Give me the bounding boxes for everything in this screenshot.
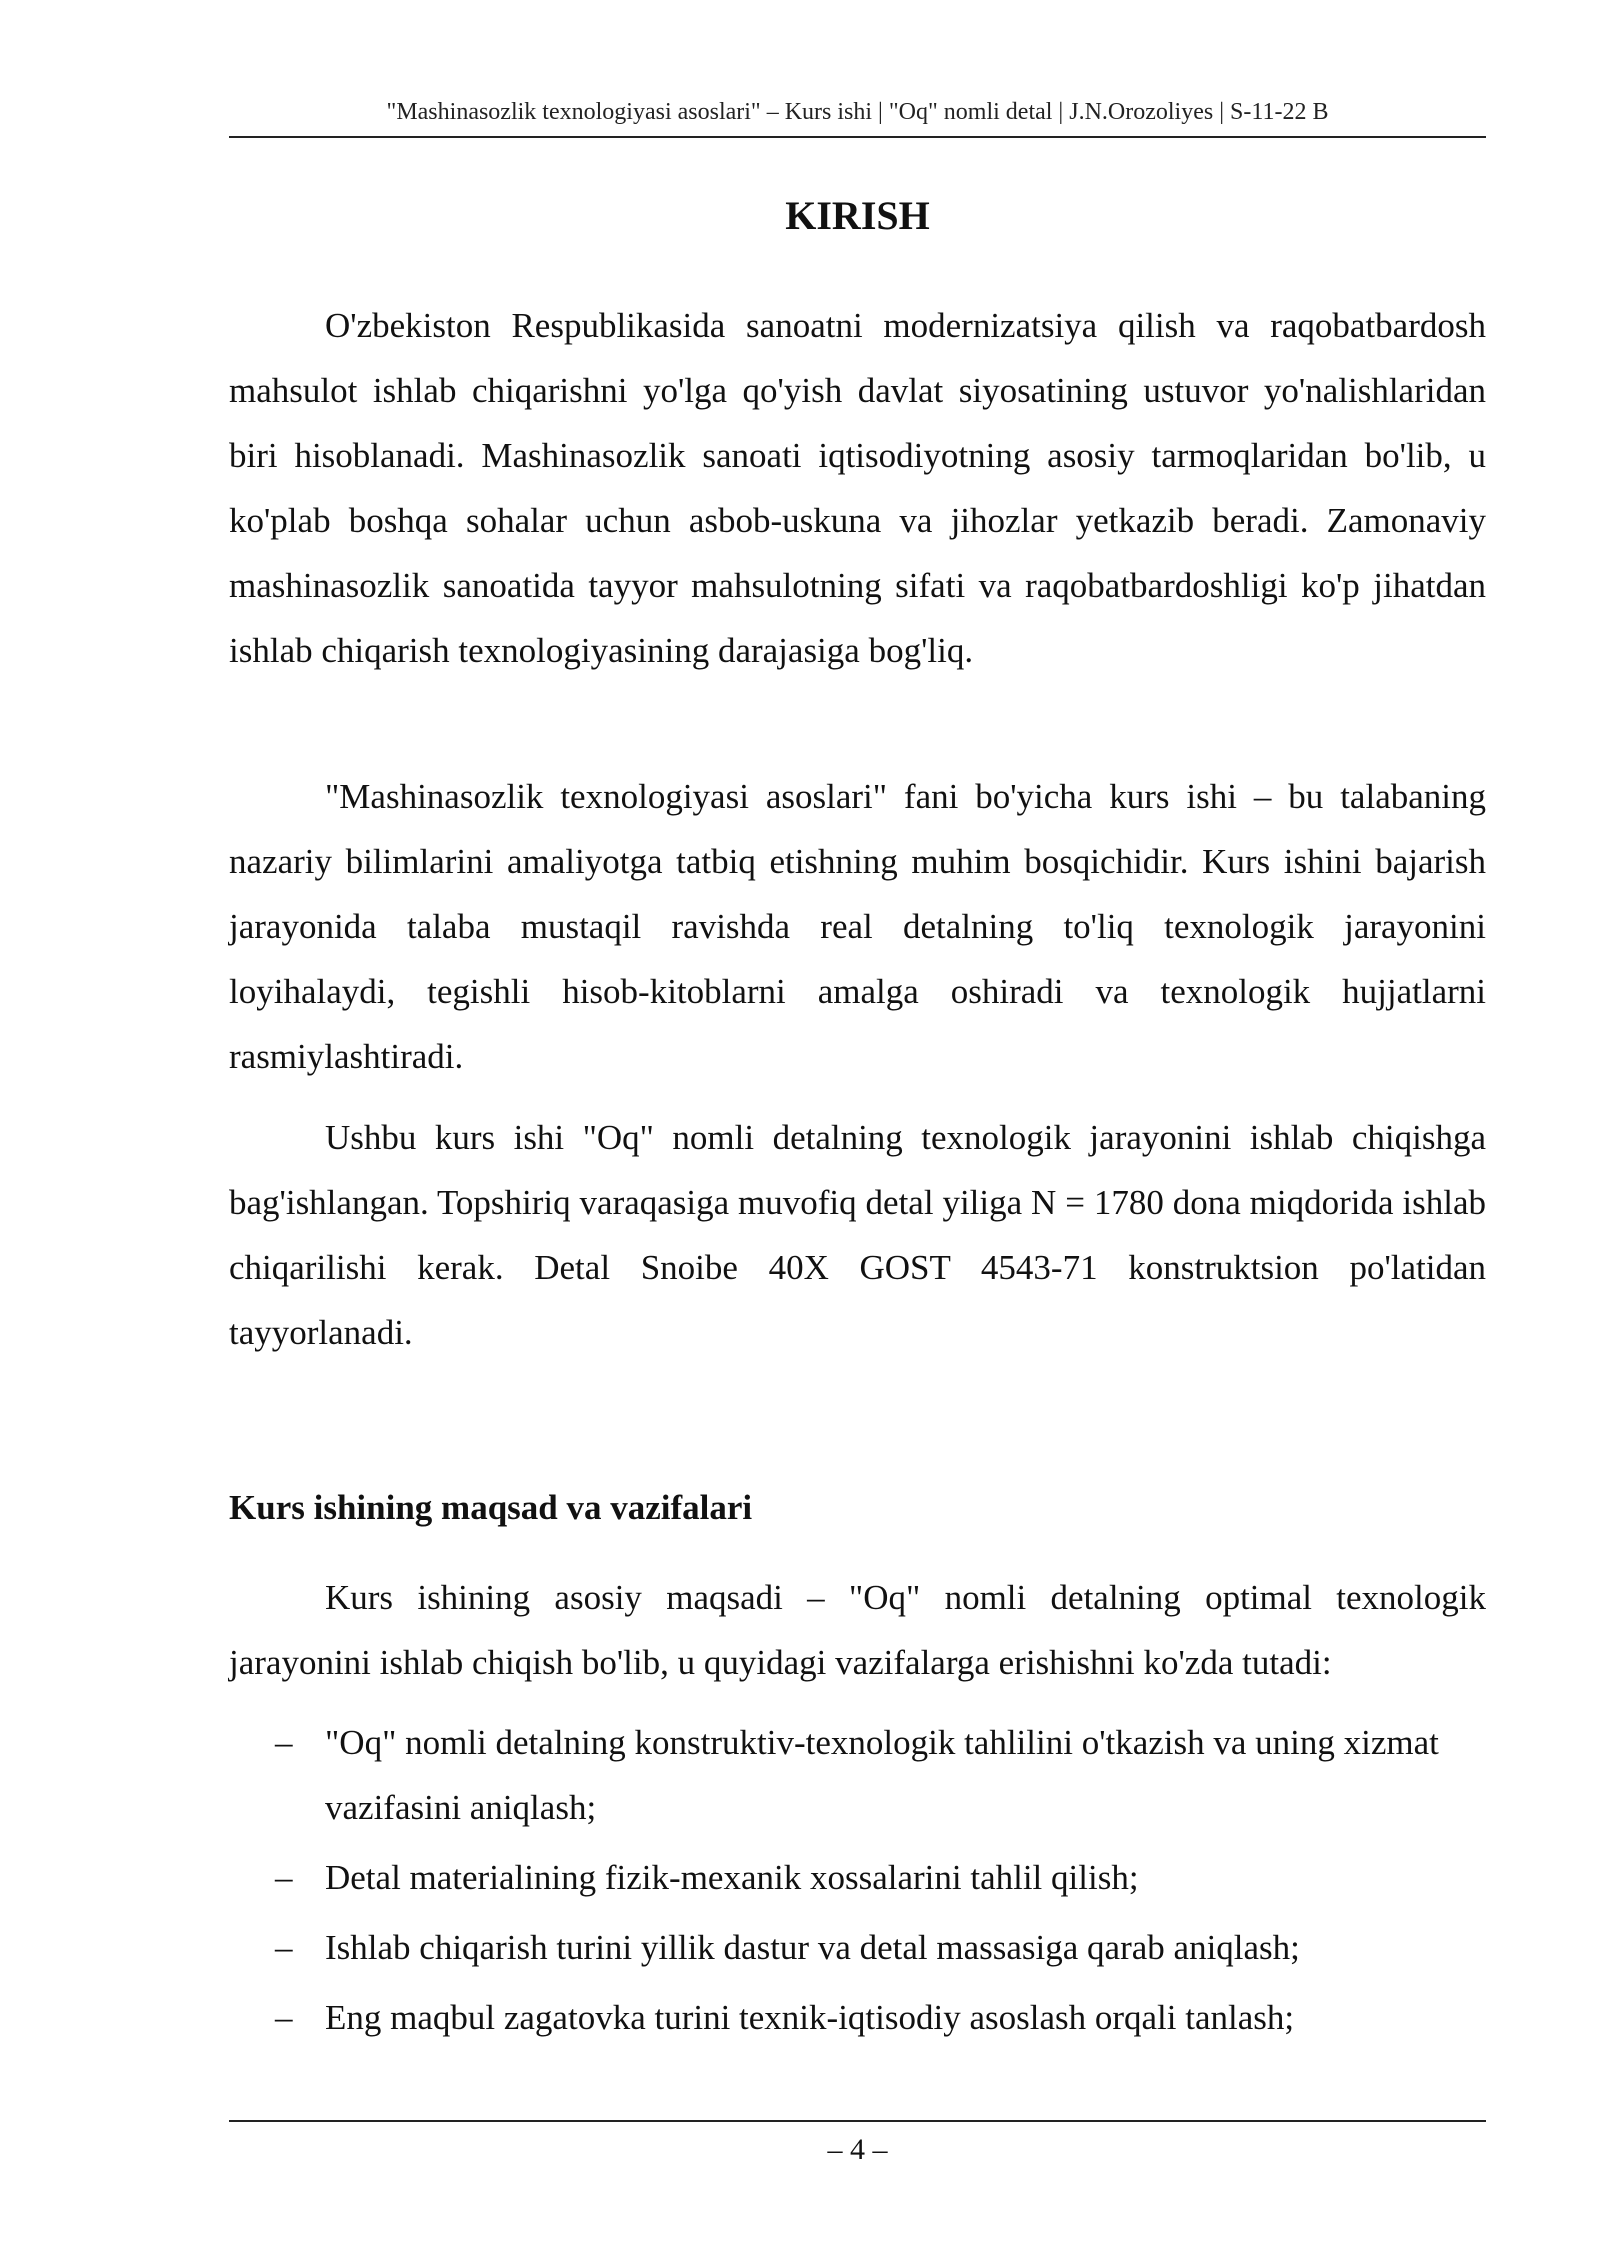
- dash-bullet: –: [275, 1858, 293, 1897]
- task-list: [229, 1710, 1486, 2055]
- intro-paragraph-3: Ushbu kurs ishi "Oq" nomli detalning texnologik jarayonini ishlab chiqishga bag'ishlangan. Topshiriq varaqasiga muvofiq detal yiliga N = 1780 dona miqdorida ishlab chiqarilishi kerak. Detal Snoibe 40X GOST 4543-71 konstruktsion po'latidan tayyorlanadi.: [229, 1118, 1486, 1352]
- dash-bullet: –: [275, 1998, 293, 2037]
- goals-intro-paragraph: Kurs ishining asosiy maqsadi – "Oq" nomli detalning optimal texnologik jarayonini ishlab chiqish bo'lib, u quyidagi vazifalarga erishishni ko'zda tutadi:: [229, 1578, 1486, 1682]
- dash-bullet: –: [275, 1928, 293, 1967]
- header-rule: [229, 136, 1486, 138]
- running-header: "Mashinasozlik texnologiyasi asoslari" – Kurs ishi | "Oq" nomli detal | J.N.Orozoliyes | S-11-22 B: [386, 99, 1329, 125]
- list-item-text: "Oq" nomli detalning konstruktiv-texnologik tahlilini o'tkazish va uning xizmat vazifasini aniqlash;: [325, 1723, 1439, 1827]
- intro-paragraph-2: "Mashinasozlik texnologiyasi asoslari" fani bo'yicha kurs ishi – bu talabaning nazariy bilimlarini amaliyotga tatbiq etishning muhim bosqichidir. Kurs ishini bajarish jarayonida talaba mustaqil ravishda real detalning to'liq texnologik jarayonini loyihalaydi, tegishli hisob-kitoblarni amalga oshiradi va texnologik hujjatlarni rasmiylashtiradi.: [229, 777, 1486, 1076]
- list-item-text: Detal materialining fizik-mexanik xossalarini tahlil qilish;: [325, 1858, 1139, 1897]
- dash-bullet: –: [275, 1723, 293, 1762]
- footer-rule: [229, 2120, 1486, 2122]
- list-item: [229, 1915, 1486, 1980]
- intro-paragraph-1: O'zbekiston Respublikasida sanoatni modernizatsiya qilish va raqobatbardosh mahsulot ishlab chiqarishni yo'lga qo'yish davlat siyosatining ustuvor yo'nalishlaridan biri hisoblanadi. Mashinasozlik sanoati iqtisodiyotning asosiy tarmoqlaridan bo'lib, u ko'plab boshqa sohalar uchun asbob-uskuna va jihozlar yetkazib beradi. Zamonaviy mashinasozlik sanoatida tayyor mahsulotning sifati va raqobatbardoshligi ko'p jihatdan ishlab chiqarish texnologiyasining darajasiga bog'liq.: [229, 306, 1486, 670]
- page-number: – 4 –: [827, 2133, 888, 2166]
- section-title: KIRISH: [785, 193, 930, 238]
- list-item-text: Ishlab chiqarish turini yillik dastur va detal massasiga qarab aniqlash;: [325, 1928, 1300, 1967]
- list-item: [229, 1845, 1486, 1910]
- goals-heading: Kurs ishining maqsad va vazifalari: [229, 1488, 753, 1527]
- list-item: [229, 1710, 1486, 1840]
- list-item: [229, 1985, 1486, 2050]
- list-item-text: Eng maqbul zagatovka turini texnik-iqtisodiy asoslash orqali tanlash;: [325, 1998, 1295, 2037]
